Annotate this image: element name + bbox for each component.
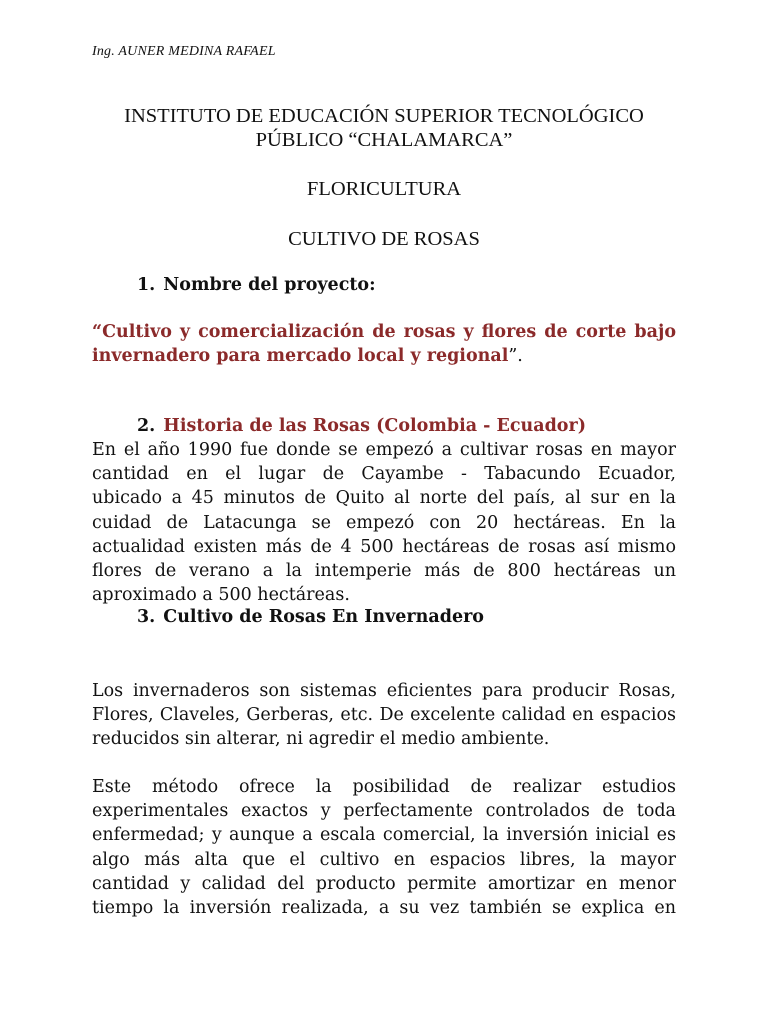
- quote-tail: ”.: [508, 346, 523, 367]
- paragraph-line: Este método ofrece la posibilidad de realizar estudios: [92, 777, 676, 797]
- paragraph-line: tiempo la inversión realizada, a su vez también se explica en: [92, 897, 676, 918]
- greenhouse-paragraph-1: [92, 679, 676, 752]
- paragraph-line: cantidad en el lugar de Cayambe - Tabacundo Ecuador,: [92, 464, 676, 485]
- quote-line-text: invernadero para mercado local y regional: [92, 346, 509, 367]
- paragraph-line: ubicado a 45 minutos de Quito al norte del país, al sur en la: [92, 488, 676, 509]
- section-2-number: 2.: [137, 416, 156, 436]
- greenhouse-paragraph-2: [92, 775, 676, 920]
- paragraph-line: enfermedad; y aunque a escala comercial, la inversión inicial es: [92, 825, 676, 846]
- paragraph-line: En el año 1990 fue donde se empezó a cultivar rosas en mayor: [92, 440, 676, 460]
- paragraph-line: experimentales exactos y perfectamente controlados de toda: [92, 801, 676, 822]
- paragraph-line: Los invernaderos son sistemas eficientes para producir Rosas,: [92, 681, 676, 701]
- paragraph-line: cantidad y calidad del producto permite amortizar en menor: [92, 873, 676, 894]
- topic-title: CULTIVO DE ROSAS: [288, 228, 480, 250]
- paragraph-line: Flores, Claveles, Gerberas, etc. De excelente calidad en espacios: [92, 705, 676, 726]
- subject-title: FLORICULTURA: [306, 178, 462, 200]
- project-name-quote: [92, 320, 676, 368]
- section-2-heading: [137, 414, 586, 438]
- institute-title-line2: PÚBLICO “CHALAMARCA”: [255, 129, 513, 151]
- paragraph-line: aproximado a 500 hectáreas.: [92, 585, 350, 606]
- quote-line: [92, 344, 676, 368]
- section-3-title: Cultivo de Rosas En Invernadero: [163, 607, 484, 627]
- quote-line: “Cultivo y comercialización de rosas y flores de corte bajo: [92, 322, 676, 342]
- paragraph-line: flores de verano a la intemperie más de 800 hectáreas un: [92, 560, 676, 581]
- paragraph-line: cuidad de Latacunga se empezó con 20 hectáreas. En la: [92, 512, 676, 533]
- institute-title-line1: INSTITUTO DE EDUCACIÓN SUPERIOR TECNOLÓGICO: [124, 105, 644, 127]
- section-3-heading: [137, 605, 484, 629]
- paragraph-line: reducidos sin alterar, ni agredir el medio ambiente.: [92, 729, 550, 750]
- paragraph-line: actualidad existen más de 4 500 hectáreas de rosas así mismo: [92, 536, 676, 557]
- section-3-number: 3.: [137, 607, 156, 627]
- paragraph-line: algo más alta que el cultivo en espacios libres, la mayor: [92, 849, 676, 870]
- history-paragraph: [92, 438, 676, 607]
- section-1-heading: [137, 273, 376, 297]
- author-header: Ing. AUNER MEDINA RAFAEL: [92, 44, 276, 59]
- section-2-title: Historia de las Rosas (Colombia - Ecuador): [163, 416, 586, 436]
- section-1-title: Nombre del proyecto:: [163, 275, 376, 295]
- section-1-number: 1.: [137, 275, 156, 295]
